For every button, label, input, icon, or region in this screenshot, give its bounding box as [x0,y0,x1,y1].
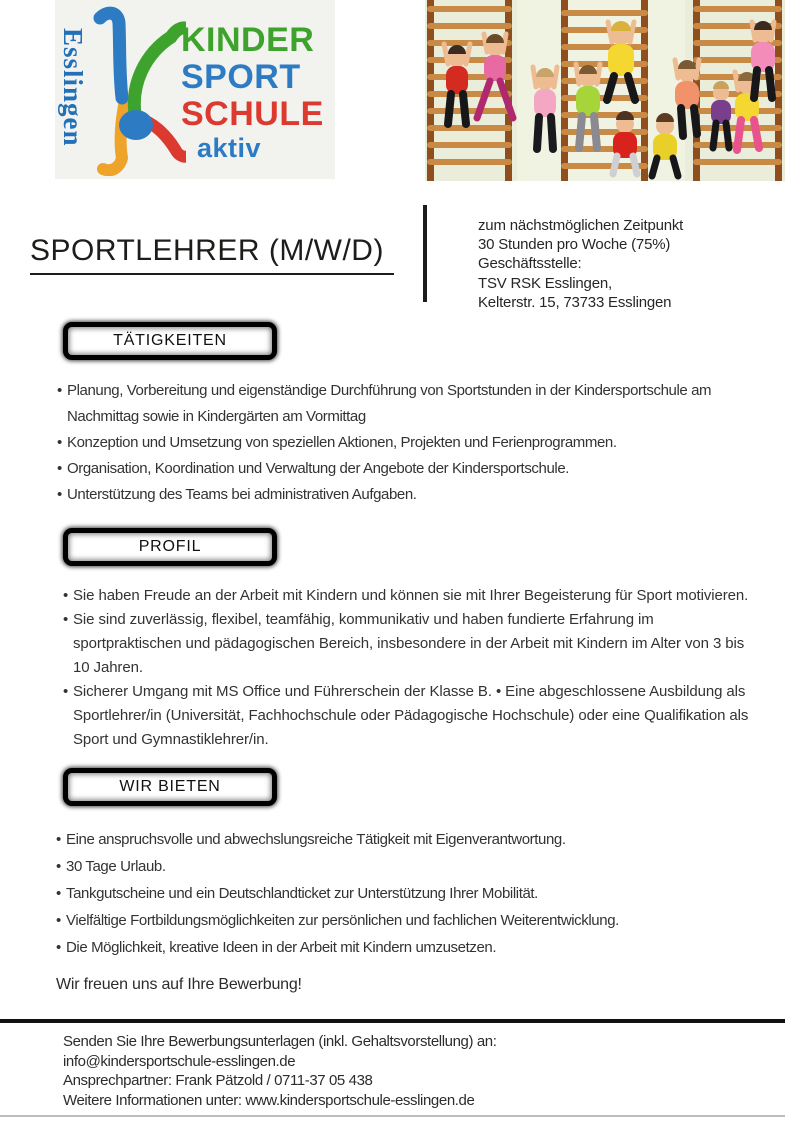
section-header-inner [68,327,272,355]
logo-word-aktiv: aktiv [197,133,262,163]
bullet-item: • Konzeption und Umsetzung von speziellen Aktionen, Projekten und Ferienprogrammen. [57,430,757,456]
bullet-item: • Die Möglichkeit, kreative Ideen in der Arbeit mit Kindern umzusetzen. [56,934,766,961]
footer-line: info@kindersportschule-esslingen.de [63,1052,296,1070]
vertical-divider [423,205,427,302]
section-title: WIR BIETEN [119,778,221,795]
section-title: TÄTIGKEITEN [113,332,227,349]
children-photo [425,0,785,181]
logo-city-text: Esslingen [58,28,88,147]
footer-line: Senden Sie Ihre Bewerbungsunterlagen (inkl. Gehaltsvorstellung) an: [63,1033,497,1050]
bullet-item: • Sie haben Freude an der Arbeit mit Kindern und können sie mit Ihrer Begeisterung für Sport motivieren. [63,584,758,608]
wir-bieten-list [56,826,766,961]
footer-line: Weitere Informationen unter: www.kindersportschule-esslingen.de [63,1091,475,1109]
position-details [478,216,683,312]
footer-divider [0,1019,785,1023]
position-detail-line: zum nächstmöglichen Zeitpunkt [478,217,684,234]
bullet-item: • Eine anspruchsvolle und abwechslungsreiche Tätigkeit mit Eigenverantwortung. [56,826,766,853]
logo-word-sport: SPORT [181,58,301,96]
bullet-item: • Vielfältige Fortbildungsmöglichkeiten zur persönlichen und fachlichen Weiterentwicklung. [56,907,766,934]
profil-list [63,584,758,752]
section-header-profil [63,528,277,566]
bullet-item: • 30 Tage Urlaub. [56,853,766,880]
logo-wordmark [181,22,324,163]
section-title: PROFIL [138,538,202,555]
footer-line: Ansprechpartner: Frank Pätzold / 0711-37 05 438 [63,1072,373,1089]
page-title: SPORTLEHRER (M/W/D) [30,234,394,275]
position-detail-line: Geschäftsstelle: [478,255,582,273]
bullet-item: • Planung, Vorbereitung und eigenständige Durchführung von Sportstunden in der Kindersportschule am Nachmittag sowie in Kindergärten am Vormittag [57,378,757,430]
section-header-wir-bieten [63,768,277,806]
bullet-item: • Sie sind zuverlässig, flexibel, teamfähig, kommunikativ und haben fundierte Erfahrung im sportpraktischen und pädagogischen Bereich, insbesondere in der Arbeit mit Kindern im Alter von 3 bis 10 Jahren. [63,608,758,680]
position-detail-line: TSV RSK Esslingen, [478,274,612,292]
closing-line: Wir freuen uns auf Ihre Bewerbung! [56,976,302,993]
section-header-taetigkeiten [63,322,277,360]
bottom-edge-line [0,1115,785,1117]
bullet-item: • Sicherer Umgang mit MS Office und Führerschein der Klasse B. • Eine abgeschlossene Ausbildung als Sportlehrer/in (Universität, Fachhochschule oder Pädagogische Hochschule) oder eine Qualifikation als Sport und Gymnastiklehrer/in. [63,680,758,752]
taetigkeiten-list [57,378,757,508]
logo-word-schule: SCHULE [181,95,324,133]
ksp-k-figure-icon [86,4,186,176]
bullet-item: • Organisation, Koordination und Verwaltung der Angebote der Kindersportschule. [57,456,757,482]
position-detail-line: 30 Stunden pro Woche (75%) [478,236,671,254]
bullet-item: • Tankgutscheine und ein Deutschlandticket zur Unterstützung Ihrer Mobilität. [56,880,766,907]
section-header-inner [68,533,272,561]
position-detail-line: Kelterstr. 15, 73733 Esslingen [478,293,672,311]
section-header-inner [68,773,272,801]
logo-word-kinder: KINDER [181,21,315,59]
footer-contact [63,1032,496,1110]
bullet-item: • Unterstützung des Teams bei administrativen Aufgaben. [57,482,757,508]
